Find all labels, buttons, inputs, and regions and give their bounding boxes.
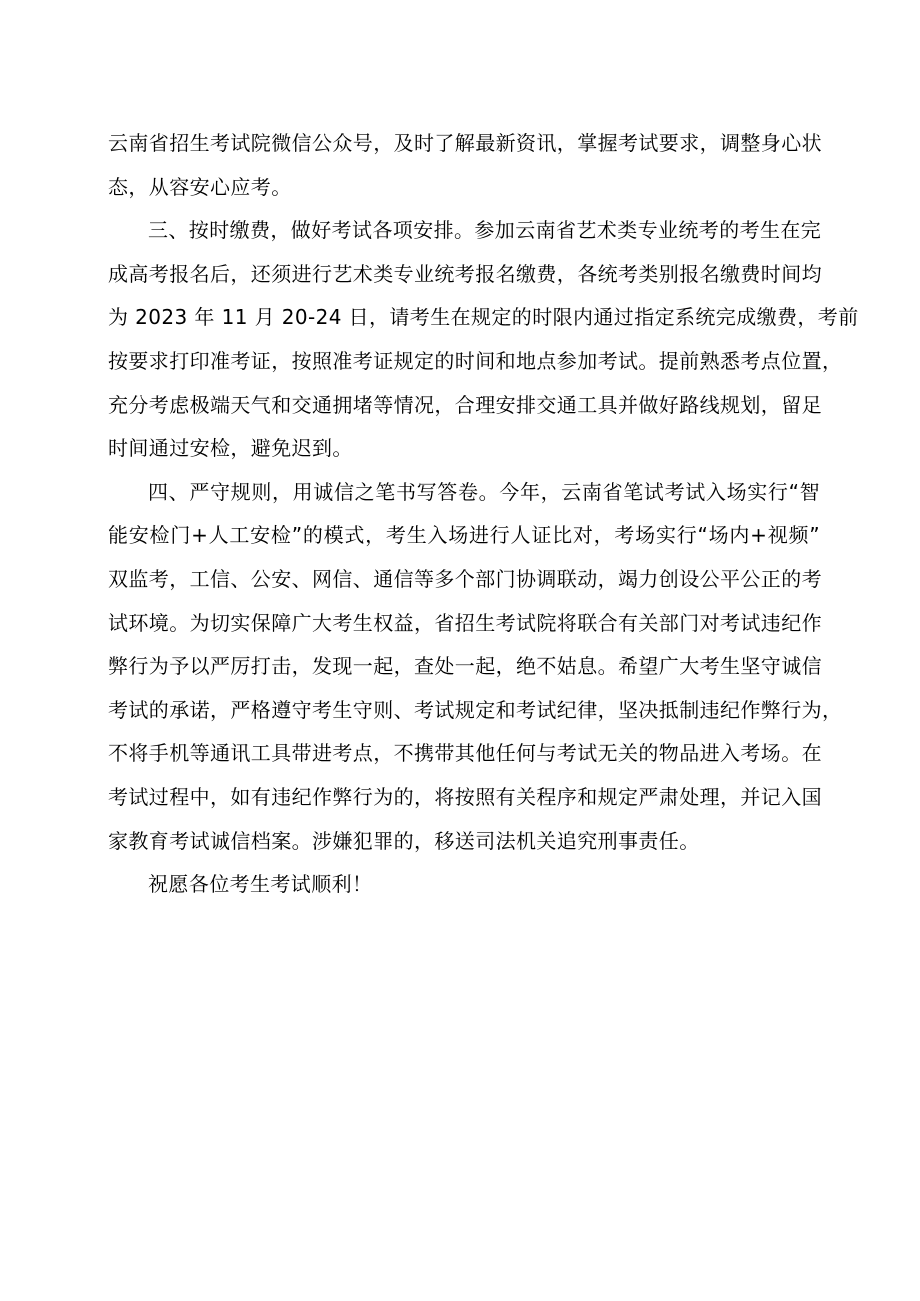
text-line: 弊行为予以严厉打击，发现一起，查处一起，绝不姑息。希望广大考生坚守诚信 (108, 654, 822, 679)
paragraph-exam-rules (108, 471, 843, 863)
text-line: 三、按时缴费，做好考试各项安排。参加云南省艺术类专业统考的考生在完 (148, 218, 822, 243)
text-line: 按要求打印准考证，按照准考证规定的时间和地点参加考试。提前熟悉考点位置， (108, 348, 843, 373)
paragraph-fee-payment (108, 209, 859, 471)
text-line: 成高考报名后，还须进行艺术类专业统考报名缴费，各统考类别报名缴费时间均 (108, 261, 822, 286)
text-line: 四、严守规则，用诚信之笔书写答卷。今年，云南省笔试考试入场实行“智 (148, 479, 820, 504)
text-line: 时间通过安检，避免迟到。 (108, 436, 353, 461)
text-line: 能安检门+人工安检”的模式，考生入场进行人证比对，考场实行“场内+视频” (108, 523, 820, 548)
text-line: 考试过程中，如有违纪作弊行为的，将按照有关程序和规定严肃处理，并记入国 (108, 784, 822, 809)
text-line: 云南省招生考试院微信公众号，及时了解最新资讯，掌握考试要求，调整身心状 (108, 131, 822, 155)
text-line: 为 2023 年 11 月 20-24 日，请考生在规定的时限内通过指定系统完成缴费，考前 (108, 305, 859, 330)
text-line: 家教育考试诚信档案。涉嫌犯罪的，移送司法机关追究刑事责任。 (108, 828, 700, 853)
text-line: 充分考虑极端天气和交通拥堵等情况，合理安排交通工具并做好路线规划，留足 (108, 392, 822, 417)
text-line: 不将手机等通讯工具带进考点，不携带其他任何与考试无关的物品进入考场。在 (108, 741, 822, 766)
paragraph-contact-continuation (108, 122, 820, 209)
text-line: 考试的承诺，严格遵守考生守则、考试规定和考试纪律，坚决抵制违纪作弊行为， (108, 697, 843, 722)
text-line: 态，从容安心应考。 (108, 174, 292, 199)
text-line: 祝愿各位考生考试顺利！ (148, 872, 373, 897)
text-line: 双监考，工信、公安、网信、通信等多个部门协调联动，竭力创设公平公正的考 (108, 566, 822, 591)
text-line: 试环境。为切实保障广大考生权益，省招生考试院将联合有关部门对考试违纪作 (108, 610, 822, 635)
document-body (108, 122, 859, 907)
paragraph-closing-wish (108, 863, 820, 907)
